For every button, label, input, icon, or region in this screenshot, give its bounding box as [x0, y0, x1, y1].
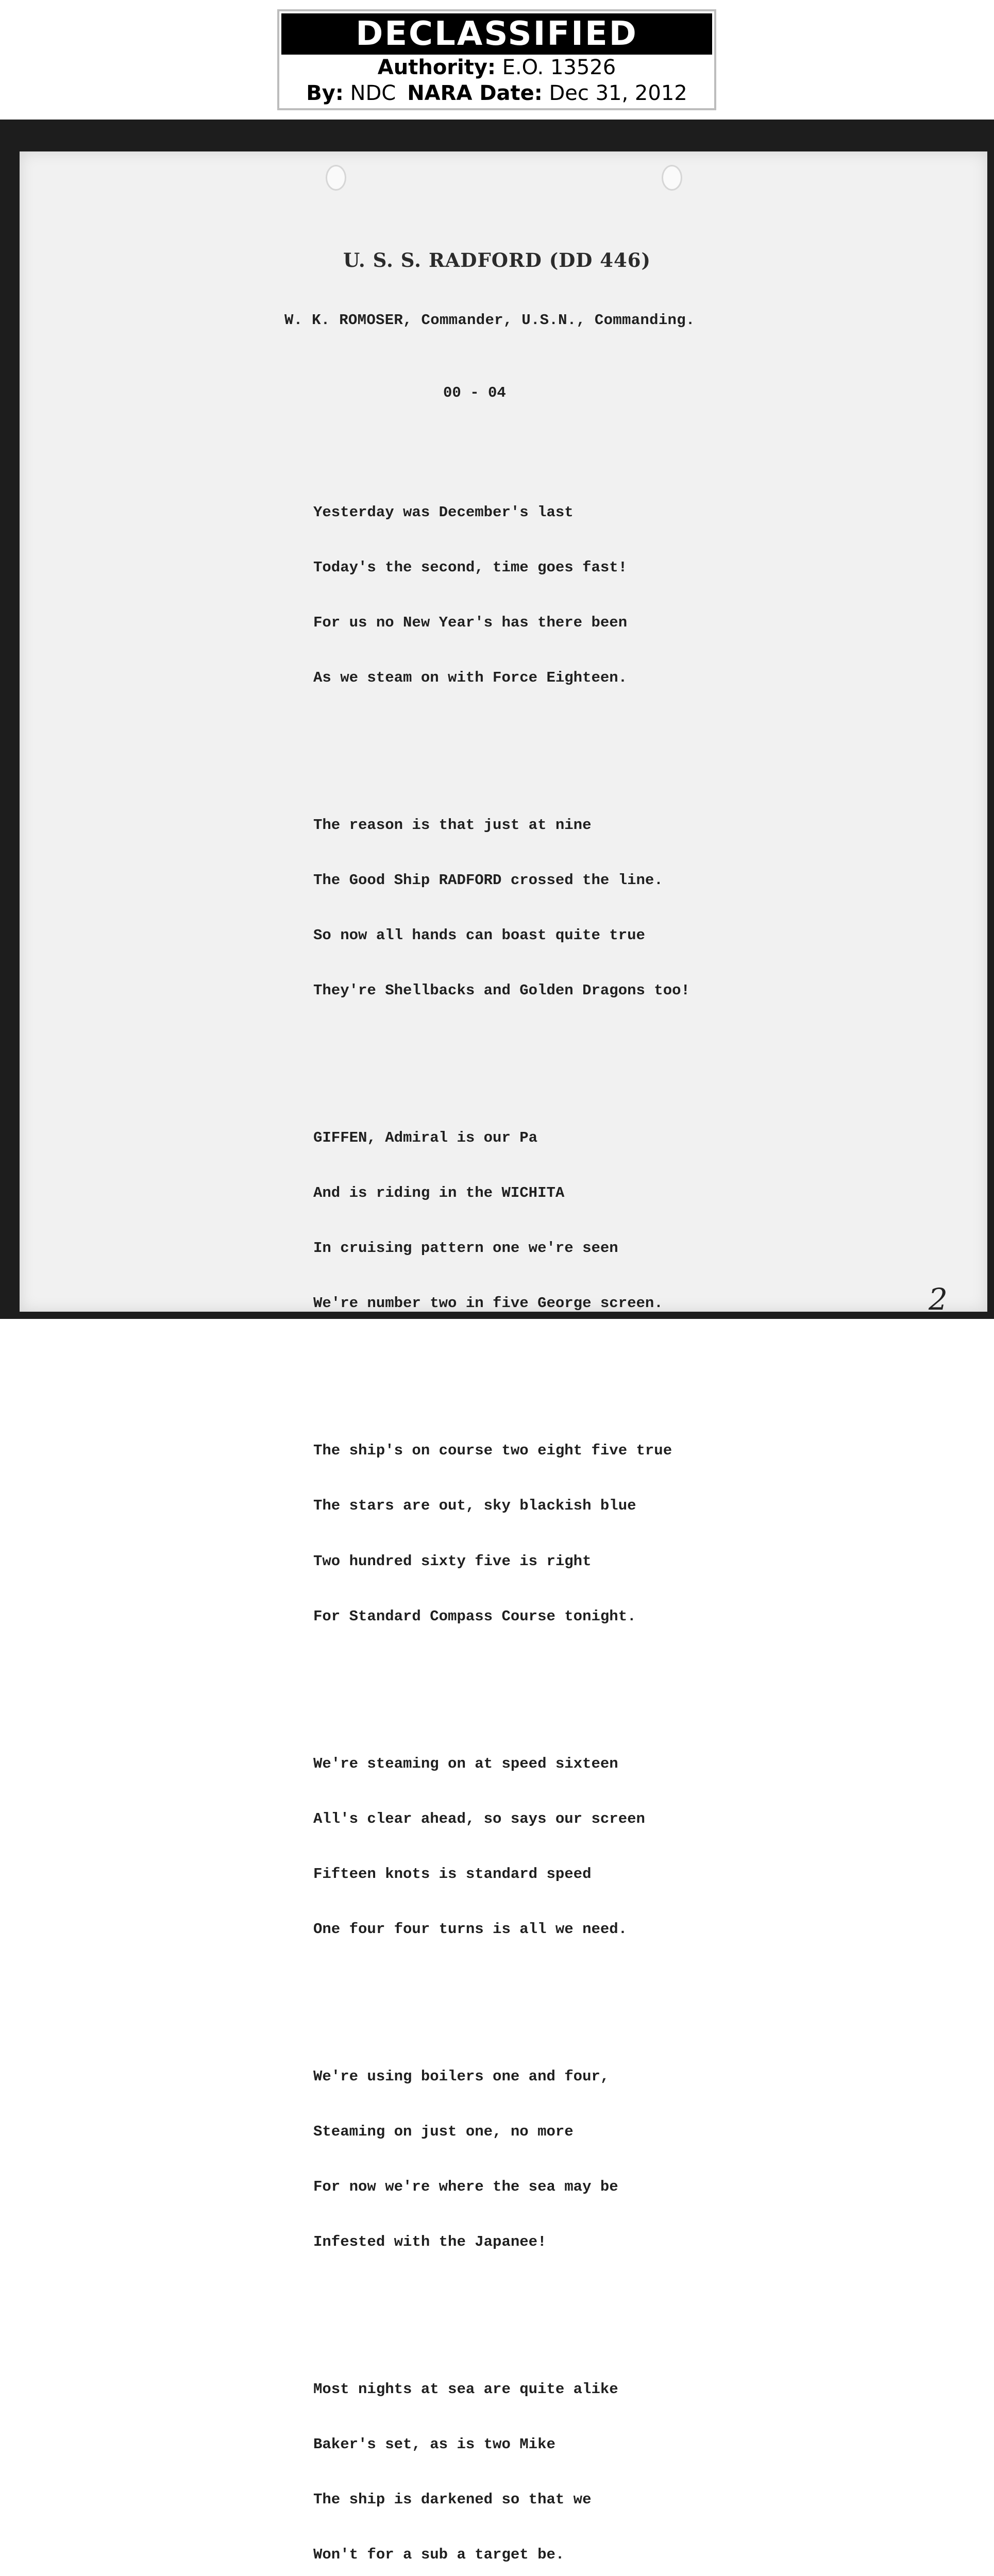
poem-line: Today's the second, time goes fast! — [313, 558, 628, 576]
poem-line: Yesterday was December's last — [313, 503, 574, 521]
poem-line: One four four turns is all we need. — [313, 1920, 628, 1938]
stamp-by-value: NDC — [350, 81, 396, 105]
stamp-authority-line — [279, 55, 714, 80]
poem-line: Most nights at sea are quite alike — [313, 2380, 618, 2398]
poem-line: Infested with the Japanee! — [313, 2233, 547, 2251]
commander-line: W. K. ROMOSER, Commander, U.S.N., Commanding. — [284, 312, 695, 329]
poem-line: So now all hands can boast quite true — [313, 927, 645, 944]
stamp-authority-label: Authority: — [377, 56, 496, 79]
poem-line: We're using boilers one and four, — [313, 2067, 610, 2085]
watch-time: 00 - 04 — [443, 384, 506, 401]
stanza — [313, 2030, 690, 2288]
poem-line: They're Shellbacks and Golden Dragons too! — [313, 982, 690, 999]
poem-line: Two hundred sixty five is right — [313, 1552, 592, 1570]
poem-line: In cruising pattern one we're seen — [313, 1240, 618, 1257]
poem-line: The reason is that just at nine — [313, 817, 592, 834]
poem-line: As we steam on with Force Eighteen. — [313, 669, 628, 687]
stamp-date-value: Dec 31, 2012 — [549, 81, 687, 105]
stamp-by-line — [279, 80, 714, 106]
poem-line: Steaming on just one, no more — [313, 2123, 574, 2140]
stamp-authority-value: E.O. 13526 — [502, 56, 616, 79]
poem-line: For now we're where the sea may be — [313, 2178, 618, 2195]
poem-line: For Standard Compass Course tonight. — [313, 1607, 636, 1625]
stamp-by-label: By: — [306, 81, 344, 105]
poem-line: All's clear ahead, so says our screen — [313, 1810, 645, 1827]
poem-line: For us no New Year's has there been — [313, 614, 628, 631]
poem-line: The ship is darkened so that we — [313, 2491, 592, 2509]
stanza — [313, 2344, 690, 2576]
poem-line: GIFFEN, Admiral is our Pa — [313, 1129, 538, 1147]
stamp-header: DECLASSIFIED — [281, 13, 712, 55]
poem-line: The ship's on course two eight five true — [313, 1442, 672, 1460]
stanza — [313, 779, 690, 1037]
poem-line: Won't for a sub a target be. — [313, 2546, 565, 2564]
poem-line: And is riding in the WICHITA — [313, 1184, 565, 1202]
poem-line: The Good Ship RADFORD crossed the line. — [313, 872, 663, 889]
stanza — [313, 466, 690, 724]
document-title: U. S. S. RADFORD (DD 446) — [343, 249, 651, 272]
stanza — [313, 1718, 690, 1975]
poem-line: Baker's set, as is two Mike — [313, 2436, 555, 2453]
punch-hole-left — [326, 165, 346, 191]
stamp-date-label: NARA Date: — [407, 81, 543, 105]
poem-line: Fifteen knots is standard speed — [313, 1865, 592, 1883]
poem-line: We're steaming on at speed sixteen — [313, 1755, 618, 1772]
stanza — [313, 1092, 690, 1350]
poem-line: We're number two in five George screen. — [313, 1295, 663, 1312]
stanza — [313, 1405, 690, 1663]
declassification-stamp — [277, 9, 716, 110]
poem — [313, 430, 690, 2576]
punch-hole-right — [662, 165, 682, 191]
page-number: 2 — [929, 1282, 948, 1317]
poem-line: The stars are out, sky blackish blue — [313, 1497, 636, 1515]
